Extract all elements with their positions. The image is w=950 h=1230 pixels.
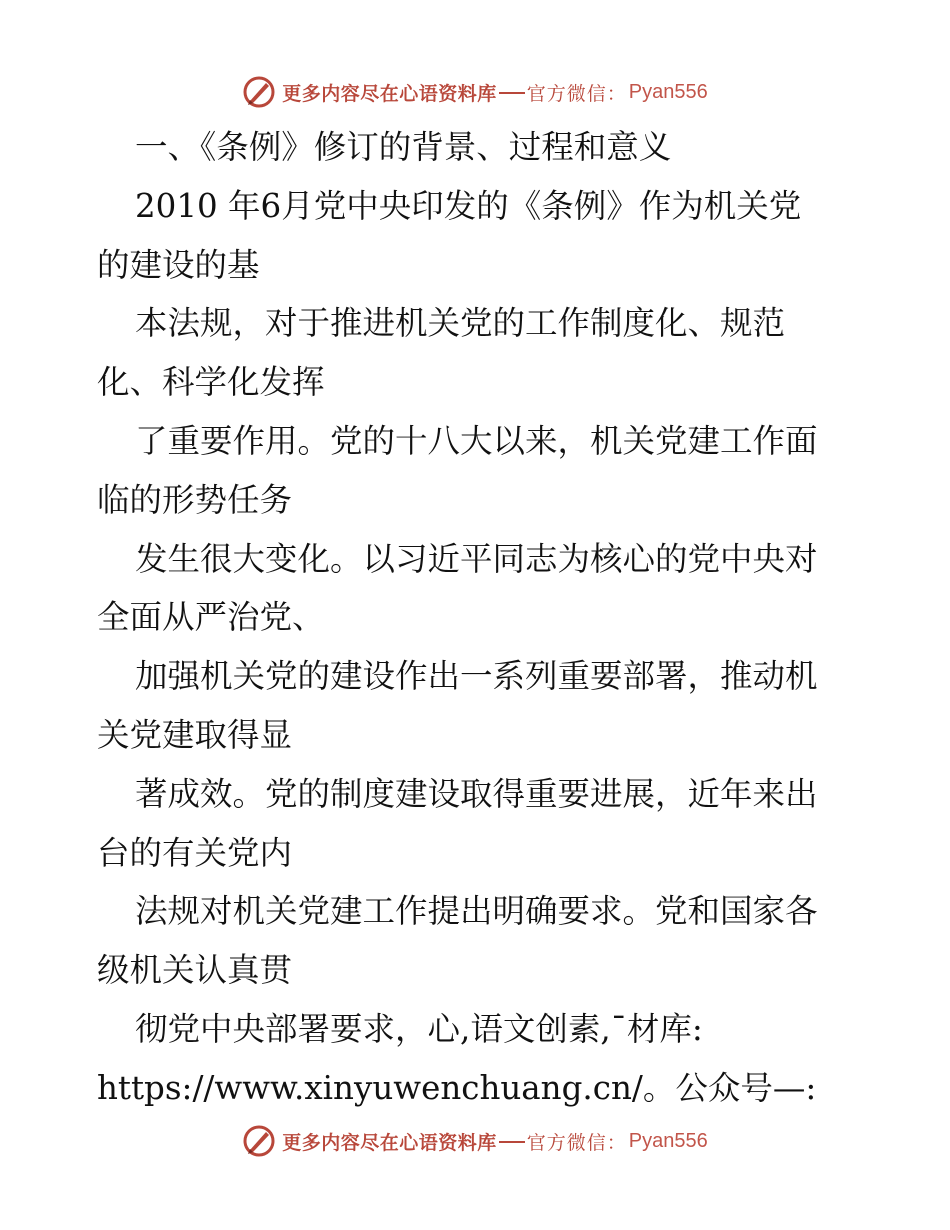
- banner-channel-text: 官方微信：: [526, 1131, 627, 1154]
- banner-wechat-id: Pyan556: [628, 1129, 708, 1152]
- paragraph-line: 全面从严治党、: [97, 598, 325, 637]
- paragraph-line: 2010 年6月党中央印发的《条例》作为机关党: [135, 186, 802, 225]
- banner-channel-text: 官方微信：: [526, 82, 627, 105]
- banner-brand-text: 更多内容尽在心语资料库: [282, 82, 497, 105]
- paragraph-line: 的建设的基: [97, 245, 260, 284]
- banner-separator: [499, 1141, 525, 1143]
- paragraph-line: 著成效。党的制度建设取得重要进展，近年来出: [135, 774, 818, 813]
- banner-separator: [499, 92, 525, 94]
- paragraph-line: 级机关认真贯: [97, 951, 293, 990]
- url-line: https://www.xinyuwenchuang.cn/。公众号—:: [97, 1068, 817, 1107]
- paragraph-line: 关党建取得显: [97, 715, 293, 754]
- footer-banner: [0, 1121, 950, 1161]
- banner-brand-text: 更多内容尽在心语资料库: [282, 1131, 497, 1154]
- paragraph-line: 临的形势任务: [97, 480, 293, 519]
- paragraph-line: 加强机关党的建设作出一系列重要部署，推动机: [135, 657, 818, 696]
- paragraph-line: 彻党中央部署要求，心,语文创素,¯材库:: [135, 1009, 703, 1048]
- paragraph-line: 化、科学化发挥: [97, 363, 325, 402]
- banner-wechat-id: Pyan556: [628, 80, 708, 103]
- section-heading: 一、《条例》修订的背景、过程和意义: [135, 128, 672, 166]
- header-banner: [0, 72, 950, 112]
- document-body: [97, 118, 867, 1118]
- quill-pen-seal-icon: [242, 75, 276, 109]
- paragraph-line: 本法规，对于推进机关党的工作制度化、规范: [135, 304, 786, 343]
- quill-pen-seal-icon: [242, 1124, 276, 1158]
- paragraph-line: 台的有关党内: [97, 833, 293, 872]
- paragraph-line: 发生很大变化。以习近平同志为核心的党中央对: [135, 539, 818, 578]
- paragraph-line: 了重要作用。党的十八大以来，机关党建工作面: [135, 421, 818, 460]
- paragraph-line: 法规对机关党建工作提出明确要求。党和国家各: [135, 892, 818, 931]
